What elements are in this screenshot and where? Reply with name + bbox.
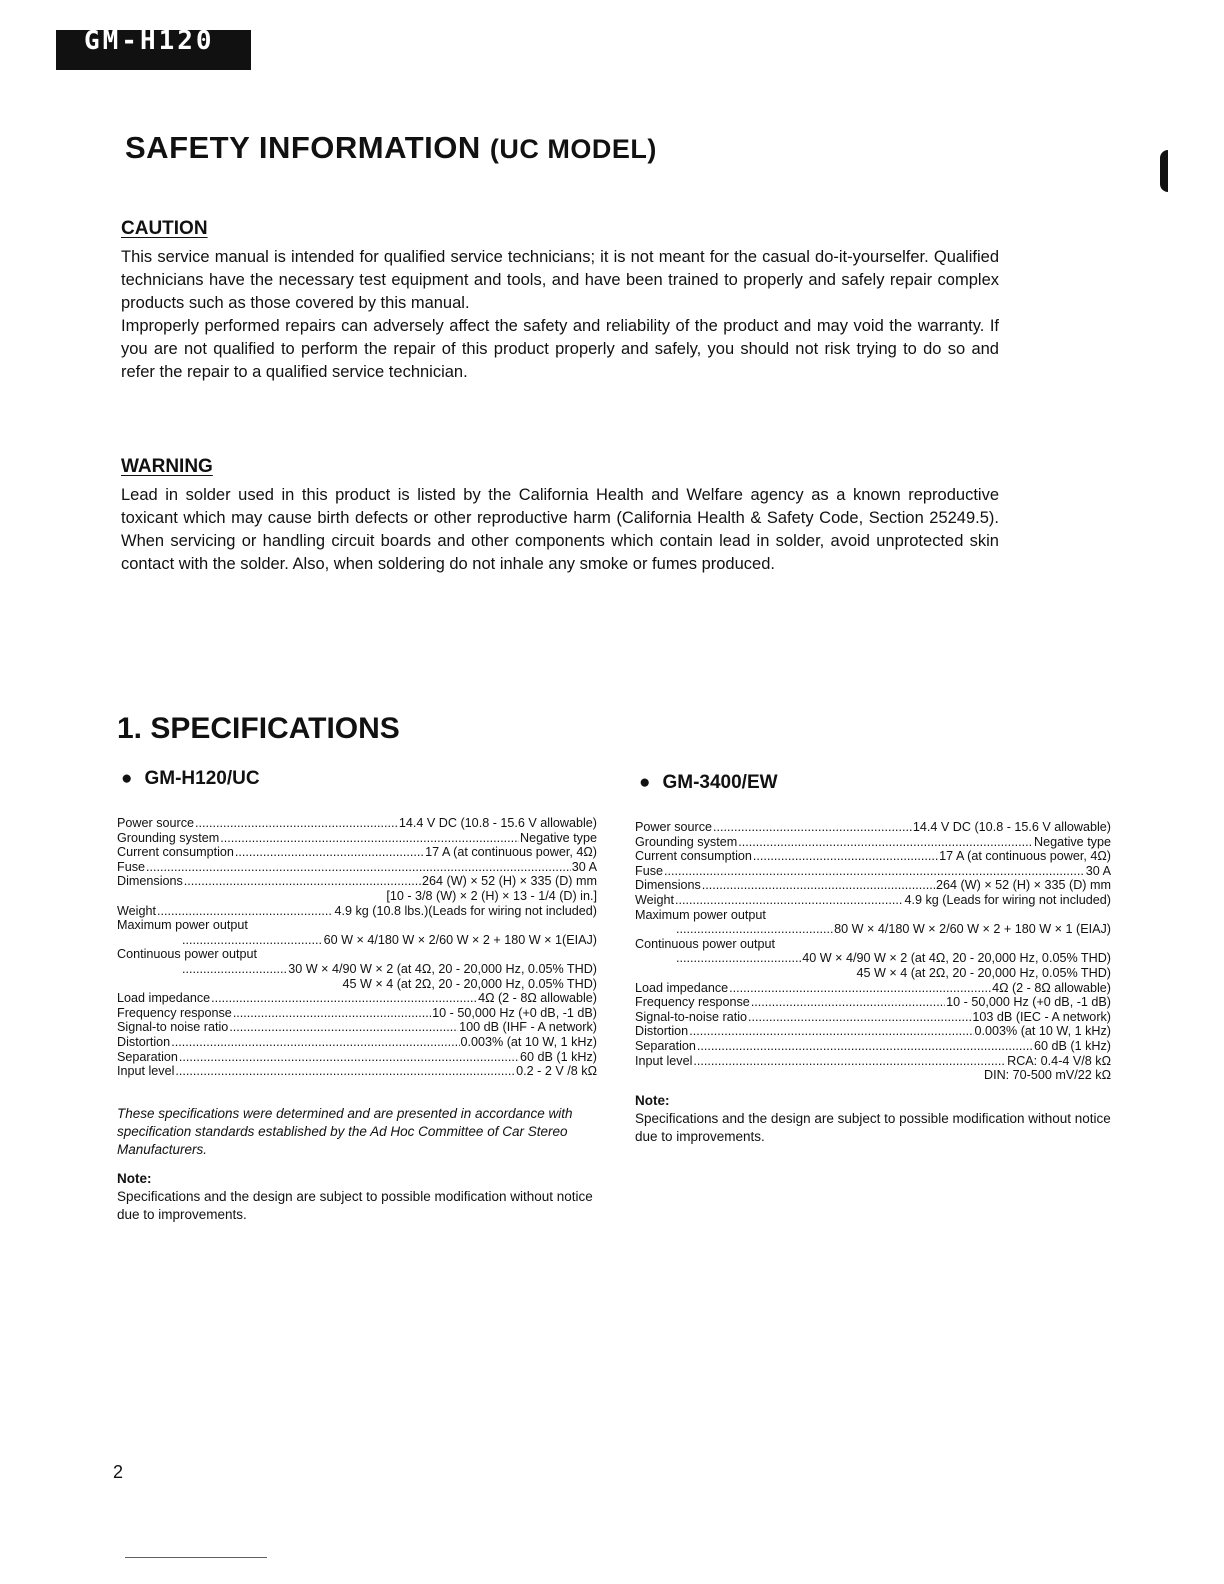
dot-leader (702, 878, 935, 893)
spec-row (635, 878, 1111, 893)
spec-row (635, 864, 1111, 879)
warning-paragraph: Lead in solder used in this product is listed by the California Health and Welfare agency as a known reproductive toxicant which may cause birth defects or other reproductive harm (California Health & Safety Code, Section 25249.5). When servicing or handling circuit boards and other components which contain lead in solder, avoid unprotected skin contact with the solder. Also, when soldering do not inhale any smoke or fumes produced. (121, 486, 999, 573)
spec-value: 100 dB (IHF - A network) (459, 1020, 597, 1035)
dot-leader (689, 1024, 973, 1039)
spec-row (635, 908, 1111, 923)
note-text: Specifications and the design are subject to possible modification without notice due to improvements. (635, 1110, 1111, 1144)
model-name: GM-3400/EW (662, 772, 778, 793)
spec-value: 4.9 kg (Leads for wiring not included) (904, 892, 1111, 907)
dot-leader (233, 1006, 431, 1021)
spec-value: 30 A (571, 859, 597, 874)
spec-label: Continuous power output (635, 936, 776, 951)
standards-note: These specifications were determined and are presented in accordance with specification standards established by the Ad Hoc Committee of Car Stereo Manufacturers. (117, 1105, 573, 1157)
caution-paragraph-2: Improperly performed repairs can adversely affect the safety and reliability of the product and may void the warranty. If you are not qualified to perform the repair of this product properly and safely, you should not risk trying to do so and refer the repair to a qualified service technician. (121, 317, 999, 381)
page-title-sub: (UC MODEL) (489, 134, 657, 164)
spec-value: 60 dB (1 kHz) (520, 1049, 597, 1064)
spec-value: 0.2 - 2 V /8 kΩ (516, 1064, 597, 1079)
spec-row (117, 889, 597, 904)
spec-row (635, 951, 1111, 966)
spec-row (117, 962, 597, 977)
note-text: Specifications and the design are subject to possible modification without notice due to improvements. (117, 1188, 593, 1222)
spec-value: [10 - 3/8 (W) × 2 (H) × 13 - 1/4 (D) in.] (386, 888, 597, 903)
spec-label: Maximum power output (635, 907, 766, 922)
spec-row (635, 1054, 1111, 1069)
spec-value: RCA: 0.4-4 V/8 kΩ (1007, 1053, 1111, 1068)
dot-leader (146, 860, 571, 875)
dot-leader (676, 922, 833, 937)
dot-leader (220, 831, 519, 846)
spec-value: 45 W × 4 (at 2Ω, 20 - 20,000 Hz, 0.05% THD) (342, 976, 597, 991)
model-heading (639, 772, 1111, 794)
spec-label: Load impedance (117, 991, 211, 1006)
spec-label: Frequency response (635, 995, 750, 1010)
dot-leader (713, 820, 912, 835)
dot-leader (748, 1010, 971, 1025)
spec-row (117, 933, 597, 948)
dot-leader (664, 864, 1085, 879)
spec-label: Power source (117, 816, 194, 830)
spec-value: 60 dB (1 kHz) (1034, 1038, 1111, 1053)
caution-section (121, 218, 999, 384)
spec-value: 17 A (at continuous power, 4Ω) (939, 849, 1111, 864)
note-heading: Note: (635, 1092, 670, 1108)
spec-label: Load impedance (635, 980, 729, 995)
spec-value: 4.9 kg (10.8 lbs.)(Leads for wiring not included) (334, 903, 597, 918)
spec-label: Input level (117, 1064, 175, 1079)
spec-column-gm-3400-ew (635, 768, 1111, 1146)
spec-table (635, 820, 1111, 1083)
spec-value: 10 - 50,000 Hz (+0 dB, -1 dB) (946, 995, 1111, 1010)
bullet-icon: ● (639, 772, 651, 793)
spec-label: Grounding system (635, 834, 738, 849)
dot-leader (182, 933, 323, 948)
dot-leader (753, 849, 938, 864)
spec-row (635, 1024, 1111, 1039)
spec-row (635, 937, 1111, 952)
spec-row (117, 991, 597, 1006)
spec-row (635, 966, 1111, 981)
spec-row (117, 904, 597, 919)
dot-leader (179, 1050, 519, 1065)
spec-row (635, 835, 1111, 850)
model-heading (121, 768, 597, 790)
spec-row (635, 893, 1111, 908)
spec-value: 30 A (1085, 863, 1111, 878)
spec-label: Weight (117, 903, 156, 918)
spec-value: 0.003% (at 10 W, 1 kHz) (974, 1024, 1111, 1039)
spec-row (635, 1010, 1111, 1025)
dot-leader (211, 991, 477, 1006)
spec-row (117, 977, 597, 992)
spec-row (117, 831, 597, 846)
spec-value: 103 dB (IEC - A network) (972, 1009, 1111, 1024)
spec-label: Fuse (117, 859, 145, 874)
spec-label: Fuse (635, 863, 663, 878)
dot-leader (697, 1039, 1033, 1054)
spec-row (117, 1020, 597, 1035)
specifications-title: 1. SPECIFICATIONS (117, 712, 400, 745)
spec-value: 40 W × 4/90 W × 2 (at 4Ω, 20 - 20,000 Hz, 0.05% THD) (802, 951, 1111, 966)
dot-leader (729, 981, 991, 996)
spec-label: Current consumption (117, 845, 234, 860)
spec-label: Grounding system (117, 830, 220, 845)
spec-row (117, 816, 597, 831)
page-title-main: SAFETY INFORMATION (125, 130, 481, 165)
spec-label: Weight (635, 892, 674, 907)
spec-row (117, 1006, 597, 1021)
dot-leader (171, 1035, 459, 1050)
caution-heading: CAUTION (121, 218, 208, 239)
dot-leader (184, 874, 421, 889)
warning-heading: WARNING (121, 456, 213, 477)
spec-row (635, 981, 1111, 996)
spec-value: 80 W × 4/180 W × 2/60 W × 2 + 180 W × 1 (EIAJ) (834, 922, 1111, 937)
dot-leader (751, 995, 945, 1010)
spec-label: Continuous power output (117, 947, 258, 962)
spec-label: Power source (635, 820, 712, 834)
spec-value: 0.003% (at 10 W, 1 kHz) (460, 1034, 597, 1049)
spec-row (635, 849, 1111, 864)
spec-row (117, 1064, 597, 1079)
dot-leader (182, 962, 287, 977)
caution-paragraph-1: This service manual is intended for qualified service technicians; it is not meant for the casual do-it-yourselfer. Qualified technicians have the necessary test equipment and tools, and have been trained to properly and safely repair complex products such as those covered by this manual. (121, 248, 999, 312)
spec-label: Dimensions (635, 878, 701, 893)
spec-row (117, 1035, 597, 1050)
spec-label: Separation (635, 1038, 696, 1053)
spec-value: 10 - 50,000 Hz (+0 dB, -1 dB) (432, 1005, 597, 1020)
spec-row (635, 995, 1111, 1010)
spec-row (117, 947, 597, 962)
spec-row (117, 845, 597, 860)
spec-value: 264 (W) × 52 (H) × 335 (D) mm (422, 874, 597, 889)
spec-label: Signal-to noise ratio (117, 1020, 229, 1035)
spec-row (117, 874, 597, 889)
spec-value: 264 (W) × 52 (H) × 335 (D) mm (936, 878, 1111, 893)
warning-section (121, 456, 999, 576)
spec-value: DIN: 70-500 mV/22 kΩ (983, 1068, 1111, 1083)
spec-label: Dimensions (117, 874, 183, 889)
spec-label: Input level (635, 1053, 693, 1068)
spec-value: 60 W × 4/180 W × 2/60 W × 2 + 180 W × 1(EIAJ) (323, 932, 597, 947)
spec-value: 14.4 V DC (10.8 - 15.6 V allowable) (398, 816, 597, 830)
spec-row (117, 860, 597, 875)
dot-leader (195, 816, 398, 831)
bullet-icon: ● (121, 768, 133, 789)
spec-row (635, 1068, 1111, 1083)
spec-label: Distortion (635, 1024, 689, 1039)
spec-label: Signal-to-noise ratio (635, 1009, 748, 1024)
spec-label: Separation (117, 1049, 178, 1064)
dot-leader (693, 1054, 1006, 1069)
spec-column-gm-h120-uc (117, 768, 597, 1224)
spec-value: 4Ω (2 - 8Ω allowable) (478, 991, 597, 1006)
note-heading: Note: (117, 1170, 152, 1186)
spec-row (635, 922, 1111, 937)
dot-leader (229, 1020, 458, 1035)
page-title (125, 130, 657, 166)
spec-value: 4Ω (2 - 8Ω allowable) (992, 980, 1111, 995)
spec-label: Current consumption (635, 849, 752, 864)
spec-label: Distortion (117, 1034, 171, 1049)
dot-leader (157, 904, 334, 919)
spec-value: 45 W × 4 (at 2Ω, 20 - 20,000 Hz, 0.05% THD) (856, 965, 1111, 980)
dot-leader (235, 845, 424, 860)
spec-value: 14.4 V DC (10.8 - 15.6 V allowable) (912, 820, 1111, 834)
spec-row (117, 918, 597, 933)
page-number: 2 (113, 1462, 124, 1482)
footer-rule (125, 1557, 267, 1558)
dot-leader (738, 835, 1033, 850)
dot-leader (676, 951, 801, 966)
spec-value: 17 A (at continuous power, 4Ω) (425, 845, 597, 860)
spec-label: Frequency response (117, 1005, 232, 1020)
spec-label: Maximum power output (117, 918, 248, 933)
model-name: GM-H120/UC (144, 768, 260, 789)
spec-row (635, 1039, 1111, 1054)
model-badge: GM-H120 (56, 30, 251, 70)
spec-value: Negative type (1033, 834, 1111, 849)
spec-row (635, 820, 1111, 835)
spec-row (117, 1050, 597, 1065)
dot-leader (675, 893, 904, 908)
spec-table (117, 816, 597, 1079)
spec-value: 30 W × 4/90 W × 2 (at 4Ω, 20 - 20,000 Hz, 0.05% THD) (288, 961, 597, 976)
spec-value: Negative type (519, 830, 597, 845)
margin-bracket-mark (1160, 150, 1168, 192)
dot-leader (175, 1064, 515, 1079)
